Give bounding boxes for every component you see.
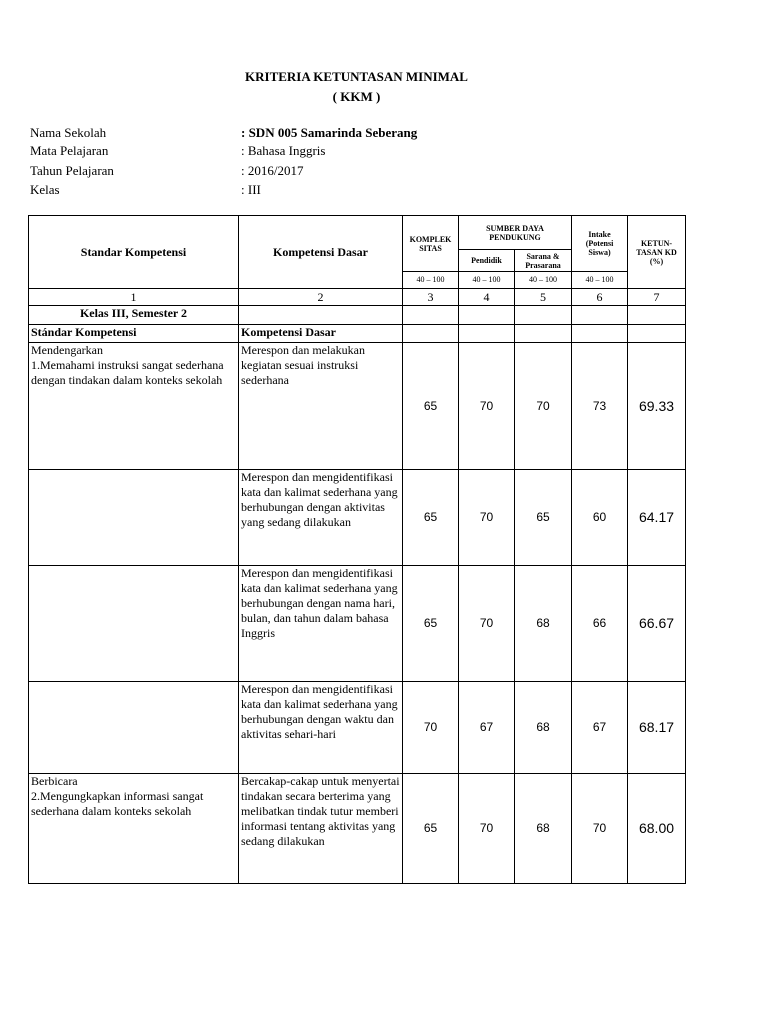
row-ketuntasan: 68.00 — [628, 774, 686, 884]
header-standar-kompetensi: Standar Kompetensi — [29, 216, 239, 289]
range-intake: 40 – 100 — [572, 272, 628, 289]
row-sarana: 68 — [515, 774, 572, 884]
col-number: 7 — [628, 289, 686, 306]
table-row — [29, 343, 686, 470]
info-value-class: : III — [241, 182, 261, 197]
document-title: KRITERIA KETUNTASAN MINIMAL — [245, 69, 468, 84]
col-number: 2 — [239, 289, 403, 306]
sub-header-kompetensi-dasar: Kompetensi Dasar — [239, 325, 403, 343]
table-row — [29, 682, 686, 774]
header-pendidik: Pendidik — [459, 250, 515, 272]
header-intake: Intake (Potensi Siswa) — [572, 216, 628, 272]
row-kompetensi-dasar: Merespon dan mengidentifikasi kata dan kalimat sederhana yang berhubungan dengan waktu dan aktivitas sehari-hari — [239, 682, 403, 774]
info-value-subject: : Bahasa Inggris — [241, 143, 326, 158]
row-ketuntasan: 69.33 — [628, 343, 686, 470]
row-intake: 67 — [572, 682, 628, 774]
row-kompleksitas: 65 — [403, 774, 459, 884]
col-number: 6 — [572, 289, 628, 306]
row-intake: 66 — [572, 566, 628, 682]
row-intake: 60 — [572, 470, 628, 566]
row-pendidik: 70 — [459, 774, 515, 884]
row-kompleksitas: 70 — [403, 682, 459, 774]
row-pendidik: 70 — [459, 343, 515, 470]
row-pendidik: 70 — [459, 470, 515, 566]
sub-header-standar-kompetensi: Stándar Kompetensi — [29, 325, 239, 343]
row-kompleksitas: 65 — [403, 343, 459, 470]
document-subtitle: ( KKM ) — [332, 89, 381, 104]
column-number-row — [29, 289, 686, 306]
row-sarana: 70 — [515, 343, 572, 470]
row-standar-kompetensi: Berbicara 2.Mengungkapkan informasi sangat sederhana dalam konteks sekolah — [29, 774, 239, 884]
table-row — [29, 566, 686, 682]
row-ketuntasan: 64.17 — [628, 470, 686, 566]
range-pendidik: 40 – 100 — [459, 272, 515, 289]
info-label-class: Kelas — [30, 182, 60, 197]
info-value-school: : SDN 005 Samarinda Seberang — [241, 125, 418, 140]
col-number: 4 — [459, 289, 515, 306]
header-sumber-daya: SUMBER DAYA PENDUKUNG — [459, 216, 572, 250]
row-standar-kompetensi — [29, 566, 239, 682]
range-sarana: 40 – 100 — [515, 272, 572, 289]
row-kompetensi-dasar: Merespon dan melakukan kegiatan sesuai instruksi sederhana — [239, 343, 403, 470]
row-ketuntasan: 66.67 — [628, 566, 686, 682]
kkm-table — [28, 215, 686, 884]
header-ketuntasan: KETUN-TASAN KD (%) — [628, 216, 686, 289]
row-kompetensi-dasar: Bercakap-cakap untuk menyertai tindakan secara berterima yang melibatkan tindak tutur memberi informasi tentang aktivitas yang sedang dilakukan — [239, 774, 403, 884]
row-kompetensi-dasar: Merespon dan mengidentifikasi kata dan kalimat sederhana yang berhubungan dengan aktivitas yang sedang dilakukan — [239, 470, 403, 566]
row-standar-kompetensi: Mendengarkan 1.Memahami instruksi sangat sederhana dengan tindakan dalam konteks sekolah — [29, 343, 239, 470]
row-kompleksitas: 65 — [403, 566, 459, 682]
row-ketuntasan: 68.17 — [628, 682, 686, 774]
row-intake: 73 — [572, 343, 628, 470]
col-number: 3 — [403, 289, 459, 306]
semester-label: Kelas III, Semester 2 — [29, 306, 239, 325]
row-pendidik: 67 — [459, 682, 515, 774]
col-number: 1 — [29, 289, 239, 306]
row-sarana: 68 — [515, 566, 572, 682]
col-number: 5 — [515, 289, 572, 306]
header-kompleksitas: KOMPLEK SITAS — [403, 216, 459, 272]
range-kompleksitas: 40 – 100 — [403, 272, 459, 289]
row-pendidik: 70 — [459, 566, 515, 682]
info-value-year: : 2016/2017 — [241, 163, 304, 178]
row-sarana: 68 — [515, 682, 572, 774]
table-row — [29, 774, 686, 884]
row-standar-kompetensi — [29, 682, 239, 774]
table-row — [29, 470, 686, 566]
row-kompetensi-dasar: Merespon dan mengidentifikasi kata dan kalimat sederhana yang berhubungan dengan nama hari, bulan, dan tahun dalam bahasa Inggris — [239, 566, 403, 682]
row-intake: 70 — [572, 774, 628, 884]
header-sarana: Sarana & Prasarana — [515, 250, 572, 272]
row-sarana: 65 — [515, 470, 572, 566]
row-standar-kompetensi — [29, 470, 239, 566]
info-label-subject: Mata Pelajaran — [30, 143, 109, 158]
info-label-school: Nama Sekolah — [30, 125, 107, 140]
info-label-year: Tahun Pelajaran — [30, 163, 114, 178]
row-kompleksitas: 65 — [403, 470, 459, 566]
header-kompetensi-dasar: Kompetensi Dasar — [239, 216, 403, 289]
